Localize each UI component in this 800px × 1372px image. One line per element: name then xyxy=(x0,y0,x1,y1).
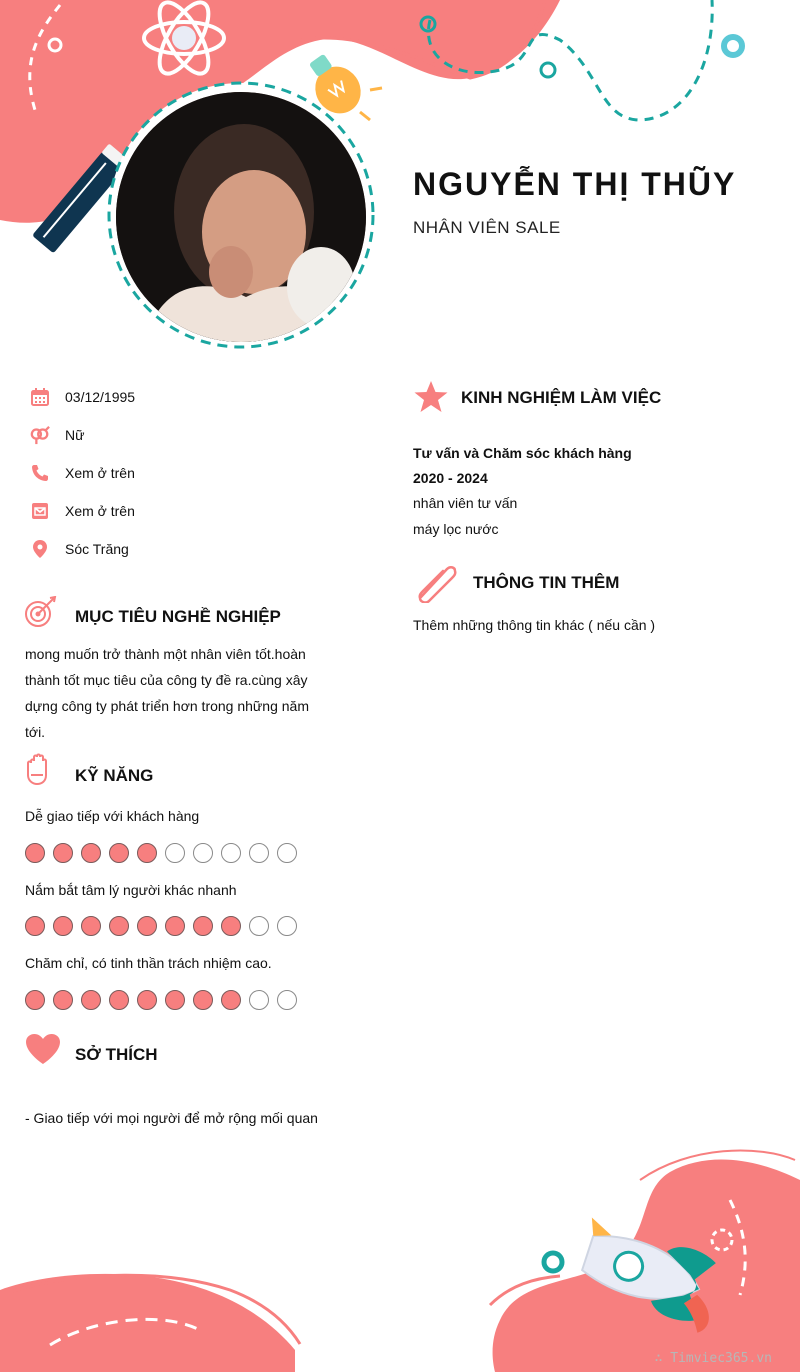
rating-dot-filled xyxy=(109,843,129,863)
rating-dot-filled xyxy=(221,990,241,1010)
info-gender xyxy=(30,423,84,447)
objective-line: tới. xyxy=(25,724,46,740)
fist-icon xyxy=(25,753,49,790)
rating-dot-filled xyxy=(53,990,73,1010)
phone-text: Xem ở trên xyxy=(65,465,135,481)
rating-dot-filled xyxy=(81,990,101,1010)
rating-dot-empty xyxy=(193,843,213,863)
rating-dot-filled xyxy=(81,843,101,863)
rating-dot-filled xyxy=(165,990,185,1010)
rating-dot-filled xyxy=(137,916,157,936)
candidate-name: NGUYỄN THỊ THŨY xyxy=(413,166,737,202)
skill-label: Chăm chỉ, có tinh thần trách nhiệm cao. xyxy=(25,955,272,971)
heart-icon xyxy=(25,1033,61,1070)
rating-dot-filled xyxy=(81,916,101,936)
rating-dot-filled xyxy=(25,843,45,863)
experience-title: KINH NGHIỆM LÀM VIỆC xyxy=(461,388,662,407)
watermark: ∴ Timviec365.vn xyxy=(654,1351,772,1366)
rating-dot-filled xyxy=(25,916,45,936)
rating-dot-empty xyxy=(165,843,185,863)
rating-dot-empty xyxy=(277,990,297,1010)
rating-dot-empty xyxy=(277,843,297,863)
info-email xyxy=(30,499,135,523)
skill-rating xyxy=(25,843,297,863)
skill-label: Dễ giao tiếp với khách hàng xyxy=(25,808,200,824)
objective-line: mong muốn trở thành một nhân viên tốt.hoàn xyxy=(25,646,306,662)
rating-dot-empty xyxy=(249,990,269,1010)
rating-dot-filled xyxy=(193,990,213,1010)
job-title: NHÂN VIÊN SALE xyxy=(413,218,561,237)
rating-dot-filled xyxy=(137,843,157,863)
paperclip-icon xyxy=(415,561,459,608)
rating-dot-filled xyxy=(53,843,73,863)
objective-line: thành tốt mục tiêu của công ty đề ra.cùng xây xyxy=(25,672,308,688)
star-icon xyxy=(413,380,449,419)
experience-period: 2020 - 2024 xyxy=(413,470,488,486)
hobbies-title: SỞ THÍCH xyxy=(75,1045,158,1064)
objective-title: MỤC TIÊU NGHỀ NGHIỆP xyxy=(75,607,281,626)
additional-text: Thêm những thông tin khác ( nếu cần ) xyxy=(413,617,656,633)
objective-text xyxy=(25,641,318,745)
address-text: Sóc Trăng xyxy=(65,541,129,557)
rating-dot-filled xyxy=(25,990,45,1010)
rating-dot-empty xyxy=(277,916,297,936)
info-birthdate xyxy=(30,385,135,409)
hobbies-text: - Giao tiếp với mọi người để mở rộng mối quan xyxy=(25,1110,318,1126)
calendar-icon xyxy=(30,387,50,407)
skill-rating xyxy=(25,990,297,1010)
objective-line: dựng công ty phát triển hơn trong những năm xyxy=(25,698,309,714)
rating-dot-empty xyxy=(221,843,241,863)
email-icon xyxy=(30,501,50,521)
rating-dot-filled xyxy=(221,916,241,936)
gender-text: Nữ xyxy=(65,427,85,443)
rating-dot-filled xyxy=(193,916,213,936)
experience-company: Tư vấn và Chăm sóc khách hàng xyxy=(413,445,632,461)
additional-title: THÔNG TIN THÊM xyxy=(473,573,620,592)
email-text: Xem ở trên xyxy=(65,503,135,519)
birthdate-text: 03/12/1995 xyxy=(65,389,136,405)
phone-icon xyxy=(30,463,50,483)
target-icon xyxy=(24,596,58,635)
rating-dot-filled xyxy=(53,916,73,936)
rating-dot-filled xyxy=(109,916,129,936)
gender-icon xyxy=(30,425,50,445)
rating-dot-filled xyxy=(109,990,129,1010)
rating-dot-filled xyxy=(137,990,157,1010)
skills-title: KỸ NĂNG xyxy=(75,766,154,785)
rating-dot-empty xyxy=(249,916,269,936)
skill-label: Nắm bắt tâm lý người khác nhanh xyxy=(25,882,237,898)
rating-dot-empty xyxy=(249,843,269,863)
skill-rating xyxy=(25,916,297,936)
experience-detail: máy lọc nước xyxy=(413,521,499,537)
experience-role: nhân viên tư vấn xyxy=(413,495,518,511)
profile-photo xyxy=(116,92,366,342)
info-address xyxy=(30,537,129,561)
info-phone xyxy=(30,461,135,485)
rating-dot-filled xyxy=(165,916,185,936)
location-pin-icon xyxy=(30,539,50,559)
avatar xyxy=(116,92,366,342)
